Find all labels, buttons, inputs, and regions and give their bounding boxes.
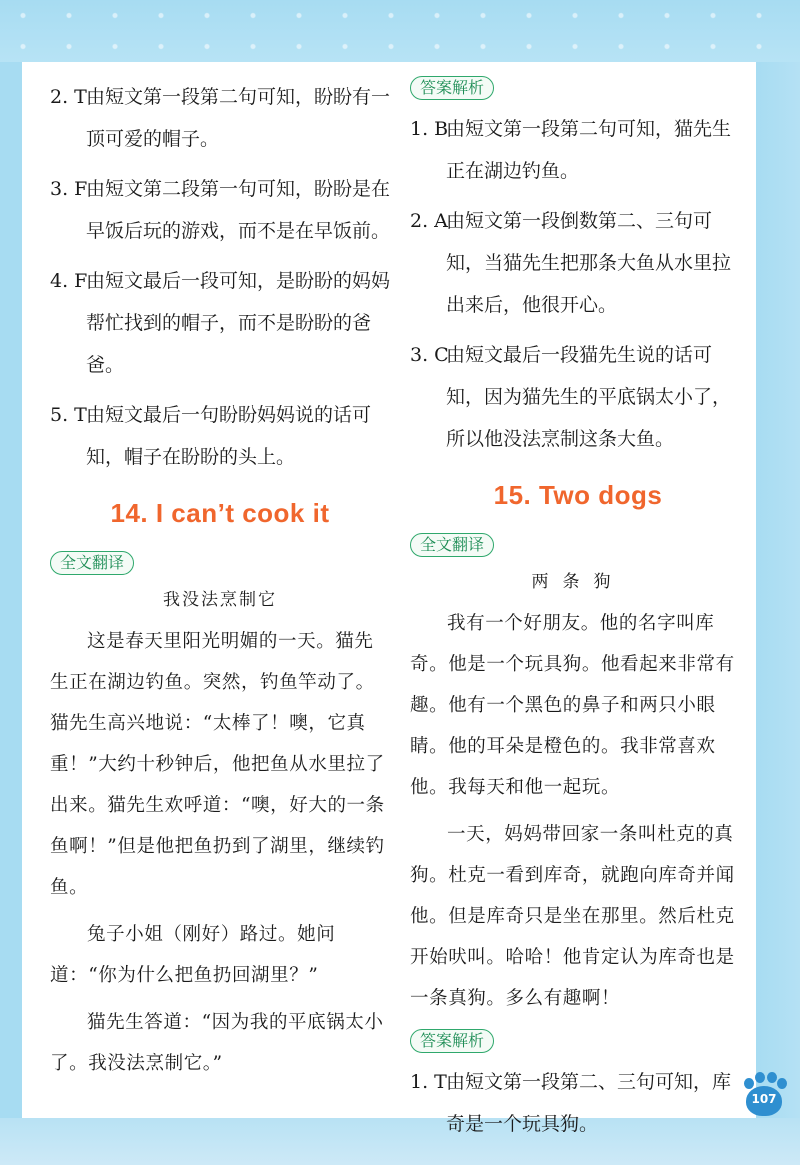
answer-number: 3. F (50, 178, 88, 200)
answer-explanation: 由短文最后一句盼盼妈妈说的话可知，帽子在盼盼的头上。 (86, 404, 372, 468)
paw-toe-icon (744, 1078, 754, 1089)
translation-tag: 全文翻译 (50, 551, 134, 575)
story-paragraph: 一天，妈妈带回家一条叫杜克的真狗。杜克一看到库奇，就跑向库奇并闻他。但是库奇只是坐在那里。然后杜克开始吠叫。哈哈！他肯定认为库奇也是一条真狗。多么有趣啊！ (410, 824, 735, 1009)
answer-item (410, 1061, 746, 1145)
page-frame-right (756, 62, 800, 1118)
answer-explanation: 由短文第一段倒数第二、三句可知，当猫先生把那条大鱼从水里拉出来后，他很开心。 (446, 210, 732, 316)
answer-explanation: 由短文最后一段可知，是盼盼的妈妈帮忙找到的帽子，而不是盼盼的爸爸。 (86, 270, 391, 376)
answer-number: 3. C (410, 344, 449, 366)
answer-explanation: 由短文第二段第一句可知，盼盼是在早饭后玩的游戏，而不是在早饭前。 (86, 178, 391, 242)
answers-tag: 答案解析 (410, 1029, 494, 1053)
answer-number: 1. T (410, 1071, 447, 1093)
paw-toe-icon (755, 1072, 765, 1083)
answer-number: 1. B (410, 118, 449, 140)
answer-number: 4. F (50, 270, 88, 292)
answers-tag: 答案解析 (410, 76, 494, 100)
answer-item (50, 168, 390, 252)
answer-item (410, 108, 746, 192)
page-number: 107 (751, 1092, 777, 1106)
answer-explanation: 由短文第一段第二句可知，盼盼有一顶可爱的帽子。 (86, 86, 391, 150)
story-title: 两条狗 (531, 572, 625, 592)
answer-item (410, 334, 746, 460)
story-title: 我没法烹制它 (163, 590, 277, 610)
answer-item (50, 394, 390, 478)
page-frame-top (0, 0, 800, 62)
answer-item (50, 260, 390, 386)
right-column (410, 76, 746, 1153)
answer-explanation: 由短文最后一段猫先生说的话可知，因为猫先生的平底锅太小了，所以他没法烹制这条大鱼。 (446, 344, 732, 450)
answer-explanation: 由短文第一段第二句可知，猫先生正在湖边钓鱼。 (446, 118, 732, 182)
story-paragraph: 这是春天里阳光明媚的一天。猫先生正在湖边钓鱼。突然，钓鱼竿动了。猫先生高兴地说：“太棒了！噢，它真重！”大约十秒钟后，他把鱼从水里拉了出来。猫先生欢呼道：“噢，好大的一条鱼啊！”但是他把鱼扔到了湖里，继续钓鱼。 (50, 631, 385, 898)
page-frame-left (0, 62, 22, 1118)
story-paragraph: 兔子小姐（刚好）路过。她问道：“你为什么把鱼扔回湖里？” (50, 924, 336, 986)
answer-item (410, 200, 746, 326)
section-heading: 15. Two dogs (493, 480, 663, 510)
paw-toe-icon (767, 1072, 777, 1083)
story-paragraph: 猫先生答道：“因为我的平底锅太小了。我没法烹制它。” (50, 1012, 384, 1074)
translation-tag: 全文翻译 (410, 533, 494, 557)
answer-number: 2. A (410, 210, 448, 232)
paw-toe-icon (777, 1078, 787, 1089)
story-paragraph: 我有一个好朋友。他的名字叫库奇。他是一个玩具狗。他看起来非常有趣。他有一个黑色的鼻子和两只小眼睛。他的耳朵是橙色的。我非常喜欢他。我每天和他一起玩。 (410, 613, 735, 798)
answer-item (50, 76, 390, 160)
answer-number: 2. T (50, 86, 87, 108)
answer-number: 5. T (50, 404, 87, 426)
left-column (50, 76, 390, 1090)
section-heading: 14. I can’t cook it (110, 498, 330, 528)
answer-explanation: 由短文第一段第二、三句可知，库奇是一个玩具狗。 (446, 1071, 732, 1135)
page-number-badge (740, 1070, 786, 1122)
